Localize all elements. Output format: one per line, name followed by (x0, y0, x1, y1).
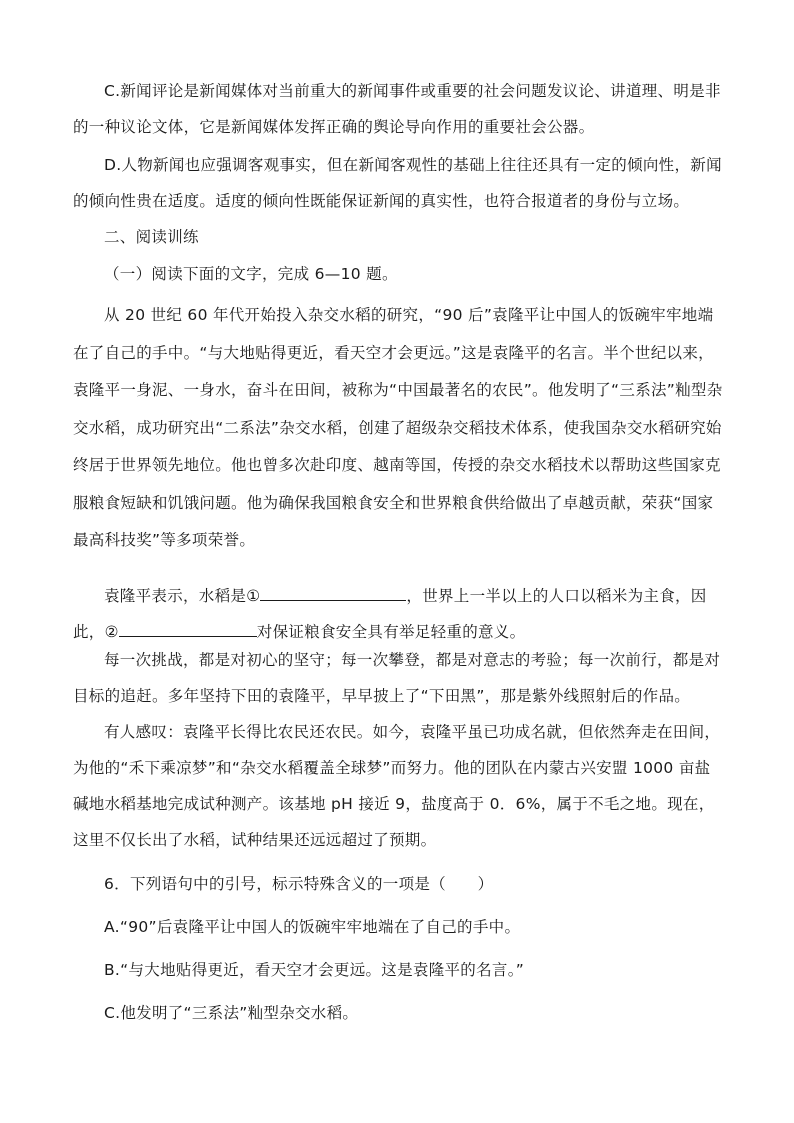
fill-blank-2[interactable] (119, 619, 257, 637)
passage-paragraph-2 (73, 578, 723, 650)
question-6-option-a[interactable]: A.“90”后袁隆平让中国人的饭碗牢牢地端在了自己的手中。 (104, 918, 521, 936)
section-heading: 二、阅读训练 (104, 228, 199, 246)
passage-paragraph-1: 从 20 世纪 60 年代开始投入杂交水稻的研究，“90 后”袁隆平让中国人的饭碗牢牢地端在了自己的手中。“与大地贴得更近，看天空才会更远。”这是袁隆平的名言。半个世纪以来，袁隆平一身泥、一身水，奋斗在田间，被称为“中国最著名的农民”。他发明了“三系法”籼型杂交水稻，成功研究出“二系法”杂交水稻，创建了超级杂交稻技术体系，使我国杂交水稻研究始终居于世界领先地位。他也曾多次赴印度、越南等国，传授的杂交水稻技术以帮助这些国家克服粮食短缺和饥饿问题。他为确保我国粮食安全和世界粮食供给做出了卓越贡献，荣获“国家最高科技奖”等多项荣誉。 (73, 306, 723, 549)
passage-paragraph-3: 每一次挑战，都是对初心的坚守；每一次攀登，都是对意志的考验；每一次前行，都是对目标的追赶。多年坚持下田的袁隆平，早早披上了“下田黑”，那是紫外线照射后的作品。 (73, 651, 721, 705)
passage-text: 对保证粮食安全具有举足轻重的意义。 (256, 623, 526, 641)
passage-text: 袁隆平表示，水稻是① (104, 587, 261, 605)
fill-blank-1[interactable] (260, 583, 406, 601)
option-d-paragraph: D.人物新闻也应强调客观事实，但在新闻客观性的基础上往往还具有一定的倾向性，新闻的倾向性贵在适度。适度的倾向性既能保证新闻的真实性，也符合报道者的身份与立场。 (73, 156, 722, 210)
passage-paragraph-4: 有人感叹：袁隆平长得比农民还农民。如今，袁隆平虽已功成名就，但依然奔走在田间，为他的“禾下乘凉梦”和“杂交水稻覆盖全球梦”而努力。他的团队在内蒙古兴安盟 1000 亩盐碱地水稻基地完成试种测产。该基地 pH 接近 9，盐度高于 0．6%，属于不毛之地。现在，这里不仅长出了水稻，试种结果还远远超过了预期。 (73, 723, 721, 849)
question-6-option-c[interactable]: C.他发明了“三系法”籼型杂交水稻。 (104, 1004, 359, 1022)
sub-heading: （一）阅读下面的文字，完成 6—10 题。 (104, 265, 398, 283)
question-6-option-b[interactable]: B.“与大地贴得更近，看天空才会更远。这是袁隆平的名言。” (104, 961, 525, 979)
option-c-paragraph: C.新闻评论是新闻媒体对当前重大的新闻事件或重要的社会问题发议论、讲道理、明是非的一种议论文体，它是新闻媒体发挥正确的舆论导向作用的重要社会公器。 (73, 82, 721, 136)
question-6-stem: 6．下列语句中的引号，标示特殊含义的一项是（ ） (104, 875, 494, 893)
passage-text: ，世界上一半以上的人口以稻米为主食，因此，② (73, 587, 707, 641)
